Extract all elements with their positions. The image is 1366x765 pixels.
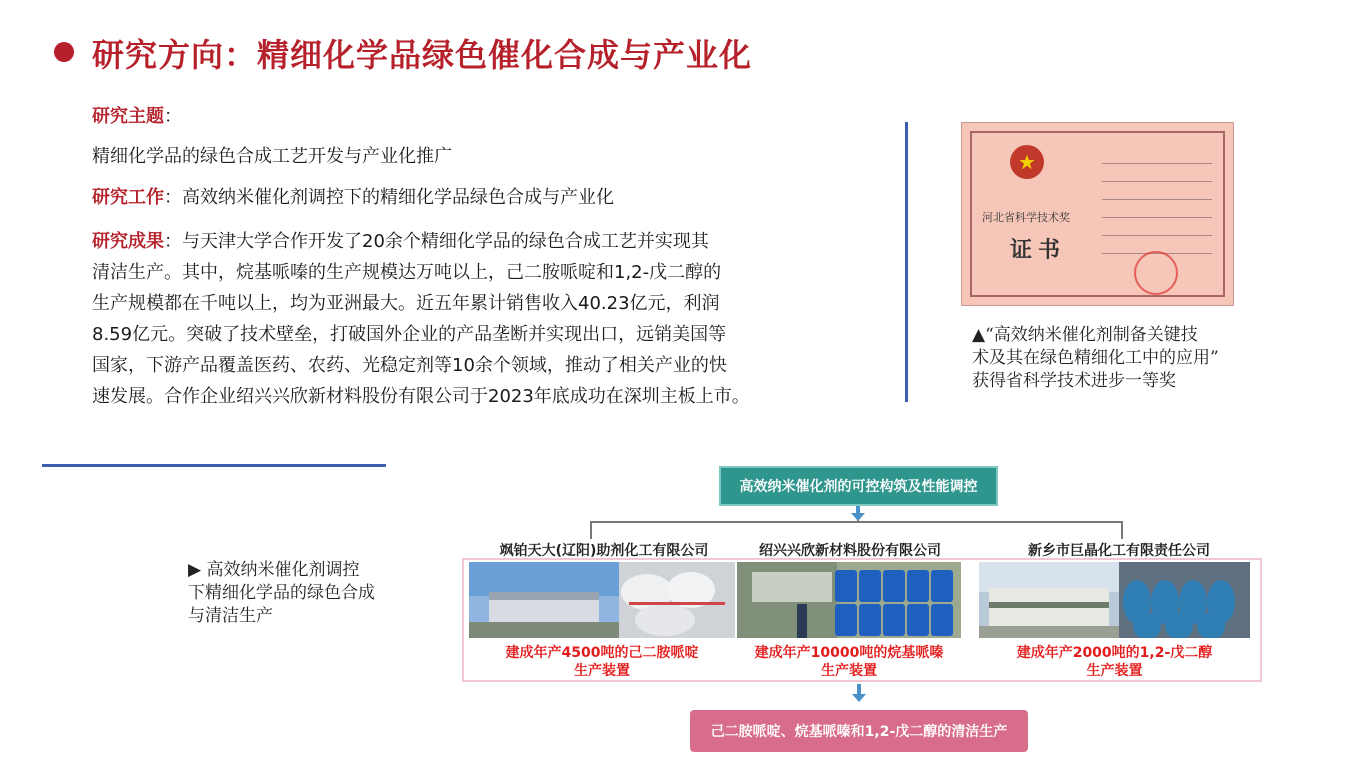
- flow-bottom-box: 己二胺哌啶、烷基哌嗪和1,2-戊二醇的清洁生产: [690, 710, 1028, 752]
- connector-line: [590, 521, 1123, 523]
- certificate-award-name: 河北省科学技术奖: [982, 211, 1070, 224]
- certificate-text-line: [1102, 199, 1212, 200]
- vertical-divider: [905, 122, 908, 402]
- company-name-3: 新乡市巨晶化工有限责任公司: [1028, 543, 1210, 559]
- award-certificate-image: [961, 122, 1234, 306]
- certificate-text-line: [1102, 235, 1212, 236]
- certificate-text-line: [1102, 163, 1212, 164]
- horizontal-divider: [42, 464, 386, 467]
- photo-caption-1-line-2: 生产装置: [574, 663, 630, 679]
- connector-line: [590, 521, 592, 539]
- down-arrow-icon: [852, 694, 866, 702]
- down-arrow-stem: [857, 684, 861, 694]
- photo-caption-3-line-2: 生产装置: [1086, 663, 1143, 679]
- photo-caption-2-line-1: 建成年产10000吨的烷基哌嗪: [754, 645, 944, 661]
- topic-label: 研究主题: [92, 106, 164, 127]
- connector-line: [1121, 521, 1123, 539]
- note-line-1: ▶ 高效纳米催化剂调控: [188, 560, 360, 580]
- caption-line-1: ▲“高效纳米催化剂制备关键技: [972, 325, 1198, 345]
- work-sep: ：: [164, 187, 182, 208]
- panels-frame: [462, 558, 1262, 682]
- caption-line-2: 术及其在绿色精细化工中的应用”: [972, 348, 1219, 368]
- page-title: 研究方向：精细化学品绿色催化合成与产业化: [92, 36, 753, 74]
- certificate-caption: [972, 324, 1272, 393]
- results-paragraph: [92, 226, 872, 412]
- certificate-text-line: [1102, 217, 1212, 218]
- results-text: 与天津大学合作开发了20余个精细化学品的绿色合成工艺并实现其: [182, 231, 709, 252]
- topic-sep: ：: [164, 106, 182, 127]
- work-line: [92, 182, 872, 213]
- note-line-3: 与清洁生产: [188, 606, 273, 626]
- company-name-1: 飒铂天大(辽阳)助剂化工有限公司: [499, 543, 709, 559]
- topic-heading: [92, 101, 872, 132]
- work-label: 研究工作: [92, 187, 164, 208]
- caption-line-3: 获得省科学技术进步一等奖: [972, 371, 1176, 391]
- photo-caption-1-line-1: 建成年产4500吨的己二胺哌啶: [505, 645, 699, 661]
- national-emblem-icon: [1010, 145, 1044, 179]
- photo-caption-3-line-1: 建成年产2000吨的1,2-戊二醇: [1016, 645, 1213, 661]
- results-label: 研究成果: [92, 231, 164, 252]
- results-line-5: 国家，下游产品覆盖医药、农药、光稳定剂等10余个领域，推动了相关产业的快: [92, 355, 727, 376]
- results-line-1: [92, 226, 872, 257]
- title-bullet: [54, 42, 74, 62]
- results-line-3: 生产规模都在千吨以上，均为亚洲最大。近五年累计销售收入40.23亿元，利润: [92, 293, 720, 314]
- results-line-4: 8.59亿元。突破了技术壁垒，打破国外企业的产品垄断并实现出口，远销美国等: [92, 324, 727, 345]
- certificate-text-line: [1102, 181, 1212, 182]
- official-seal-icon: [1134, 251, 1178, 295]
- results-line-2: 清洁生产。其中，烷基哌嗪的生产规模达万吨以上，己二胺哌啶和1,2-戊二醇的: [92, 262, 722, 283]
- down-arrow-icon: [851, 513, 865, 521]
- flow-note: [188, 559, 413, 628]
- certificate-title: 证书: [1010, 238, 1067, 263]
- flow-top-box: 高效纳米催化剂的可控构筑及性能调控: [719, 466, 998, 506]
- topic-text: 精细化学品的绿色合成工艺开发与产业化推广: [92, 146, 452, 167]
- results-sep: ：: [164, 231, 182, 252]
- note-line-2: 下精细化学品的绿色合成: [188, 583, 375, 603]
- photo-caption-2-line-2: 生产装置: [821, 663, 877, 679]
- company-name-2: 绍兴兴欣新材料股份有限公司: [759, 543, 941, 559]
- work-text: 高效纳米催化剂调控下的精细化学品绿色合成与产业化: [182, 187, 614, 208]
- results-line-6: 速发展。合作企业绍兴兴欣新材料股份有限公司于2023年底成功在深圳主板上市。: [92, 386, 750, 407]
